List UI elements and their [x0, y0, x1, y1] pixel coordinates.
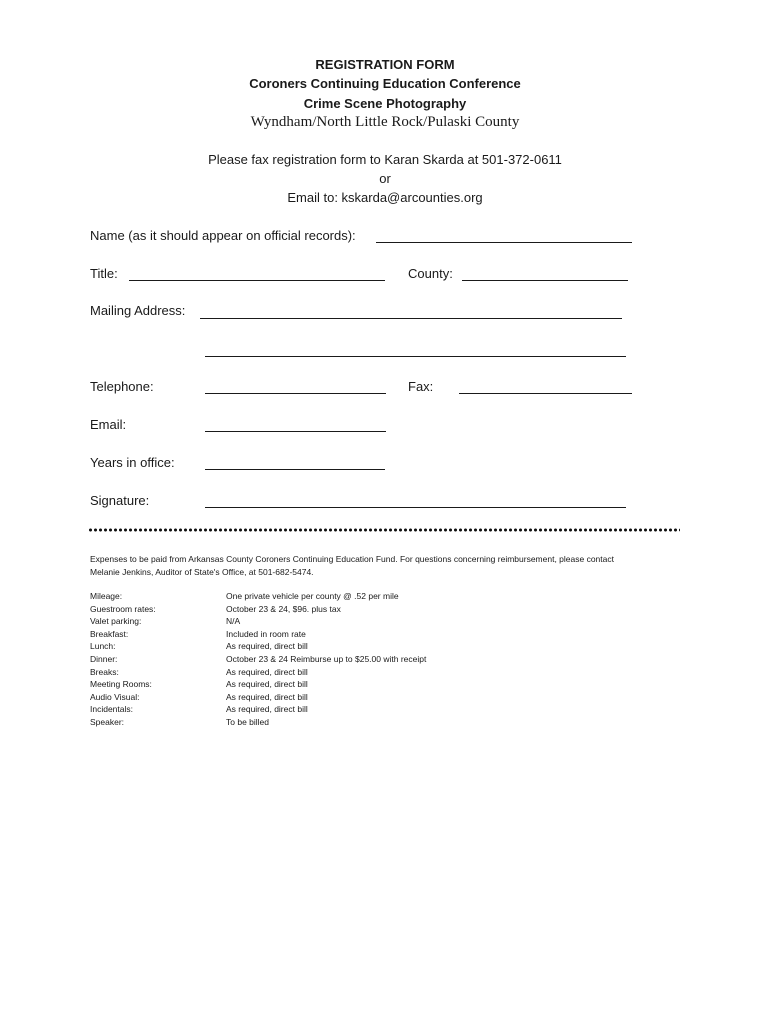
expense-row — [90, 628, 690, 641]
mailing-address-label: Mailing Address: — [90, 303, 186, 318]
expense-row — [90, 716, 690, 729]
conference-topic: Crime Scene Photography — [303, 96, 467, 111]
conference-location: Wyndham/North Little Rock/Pulaski County — [250, 114, 520, 130]
expense-detail: October 23 & 24, $96. plus tax — [226, 603, 341, 614]
expense-row — [90, 691, 690, 704]
expense-detail: To be billed — [226, 716, 270, 727]
expense-detail: As required, direct bill — [226, 704, 308, 715]
title-label: Title: — [90, 266, 118, 281]
email-instruction: Email to: kskarda@arcounties.org — [287, 190, 483, 205]
expense-detail: As required, direct bill — [226, 679, 308, 690]
title-field[interactable] — [129, 280, 385, 281]
or-text: or — [379, 171, 391, 186]
signature-label: Signature: — [90, 493, 150, 508]
expense-item: Lunch: — [90, 641, 116, 652]
expense-list — [90, 590, 690, 729]
expense-row — [90, 666, 690, 679]
expense-detail: One private vehicle per county @ .52 per mile — [226, 591, 399, 601]
email-label: Email: — [90, 417, 127, 432]
expense-detail: N/A — [226, 616, 241, 627]
county-field[interactable] — [462, 280, 628, 281]
reimbursement-note-line-1: Expenses to be paid from Arkansas County Coroners Continuing Education Fund. For questions concerning reimbursement, please contact — [90, 554, 614, 564]
expense-item: Dinner: — [90, 653, 118, 664]
expense-row — [90, 703, 690, 716]
reimbursement-note-line-2: Melanie Jenkins, Auditor of State's Office, at 501-682-5474. — [90, 567, 314, 577]
expense-detail: October 23 & 24 Reimburse up to $25.00 with receipt — [226, 653, 427, 664]
reimbursement-note — [90, 553, 690, 579]
expense-item: Speaker: — [90, 716, 125, 727]
county-label: County: — [408, 266, 453, 281]
expense-row — [90, 603, 690, 616]
mailing-address-field-2[interactable] — [205, 356, 626, 357]
name-label: Name (as it should appear on official records): — [90, 228, 356, 243]
expense-item: Guestroom rates: — [90, 603, 156, 614]
dotted-divider — [88, 528, 680, 532]
name-field[interactable] — [376, 242, 632, 243]
mailing-address-field-1[interactable] — [200, 318, 622, 319]
signature-field[interactable] — [205, 507, 626, 508]
expense-item: Meeting Rooms: — [90, 679, 152, 690]
expense-item: Audio Visual: — [90, 691, 140, 702]
fax-instruction: Please fax registration form to Karan Skarda at 501-372-0611 — [208, 152, 562, 167]
expense-detail: As required, direct bill — [226, 666, 308, 677]
telephone-label: Telephone: — [90, 379, 154, 394]
years-in-office-field[interactable] — [205, 469, 385, 470]
expense-detail: As required, direct bill — [226, 691, 308, 702]
years-in-office-label: Years in office: — [90, 455, 175, 470]
form-title: REGISTRATION FORM — [315, 57, 455, 72]
expense-item: Incidentals: — [90, 704, 133, 715]
expense-row — [90, 640, 690, 653]
email-field[interactable] — [205, 431, 386, 432]
expense-row — [90, 678, 690, 691]
telephone-field[interactable] — [205, 393, 386, 394]
expense-row — [90, 590, 690, 603]
expense-item: Valet parking: — [90, 616, 142, 627]
expense-detail: As required, direct bill — [226, 641, 308, 652]
expense-detail: Included in room rate — [226, 628, 306, 639]
expense-row — [90, 615, 690, 628]
expense-item: Mileage: — [90, 591, 123, 601]
conference-name: Coroners Continuing Education Conference — [249, 76, 521, 91]
fax-field[interactable] — [459, 393, 632, 394]
fax-label: Fax: — [408, 379, 434, 394]
expense-item: Breaks: — [90, 666, 119, 677]
expense-item: Breakfast: — [90, 628, 129, 639]
expense-row — [90, 653, 690, 666]
